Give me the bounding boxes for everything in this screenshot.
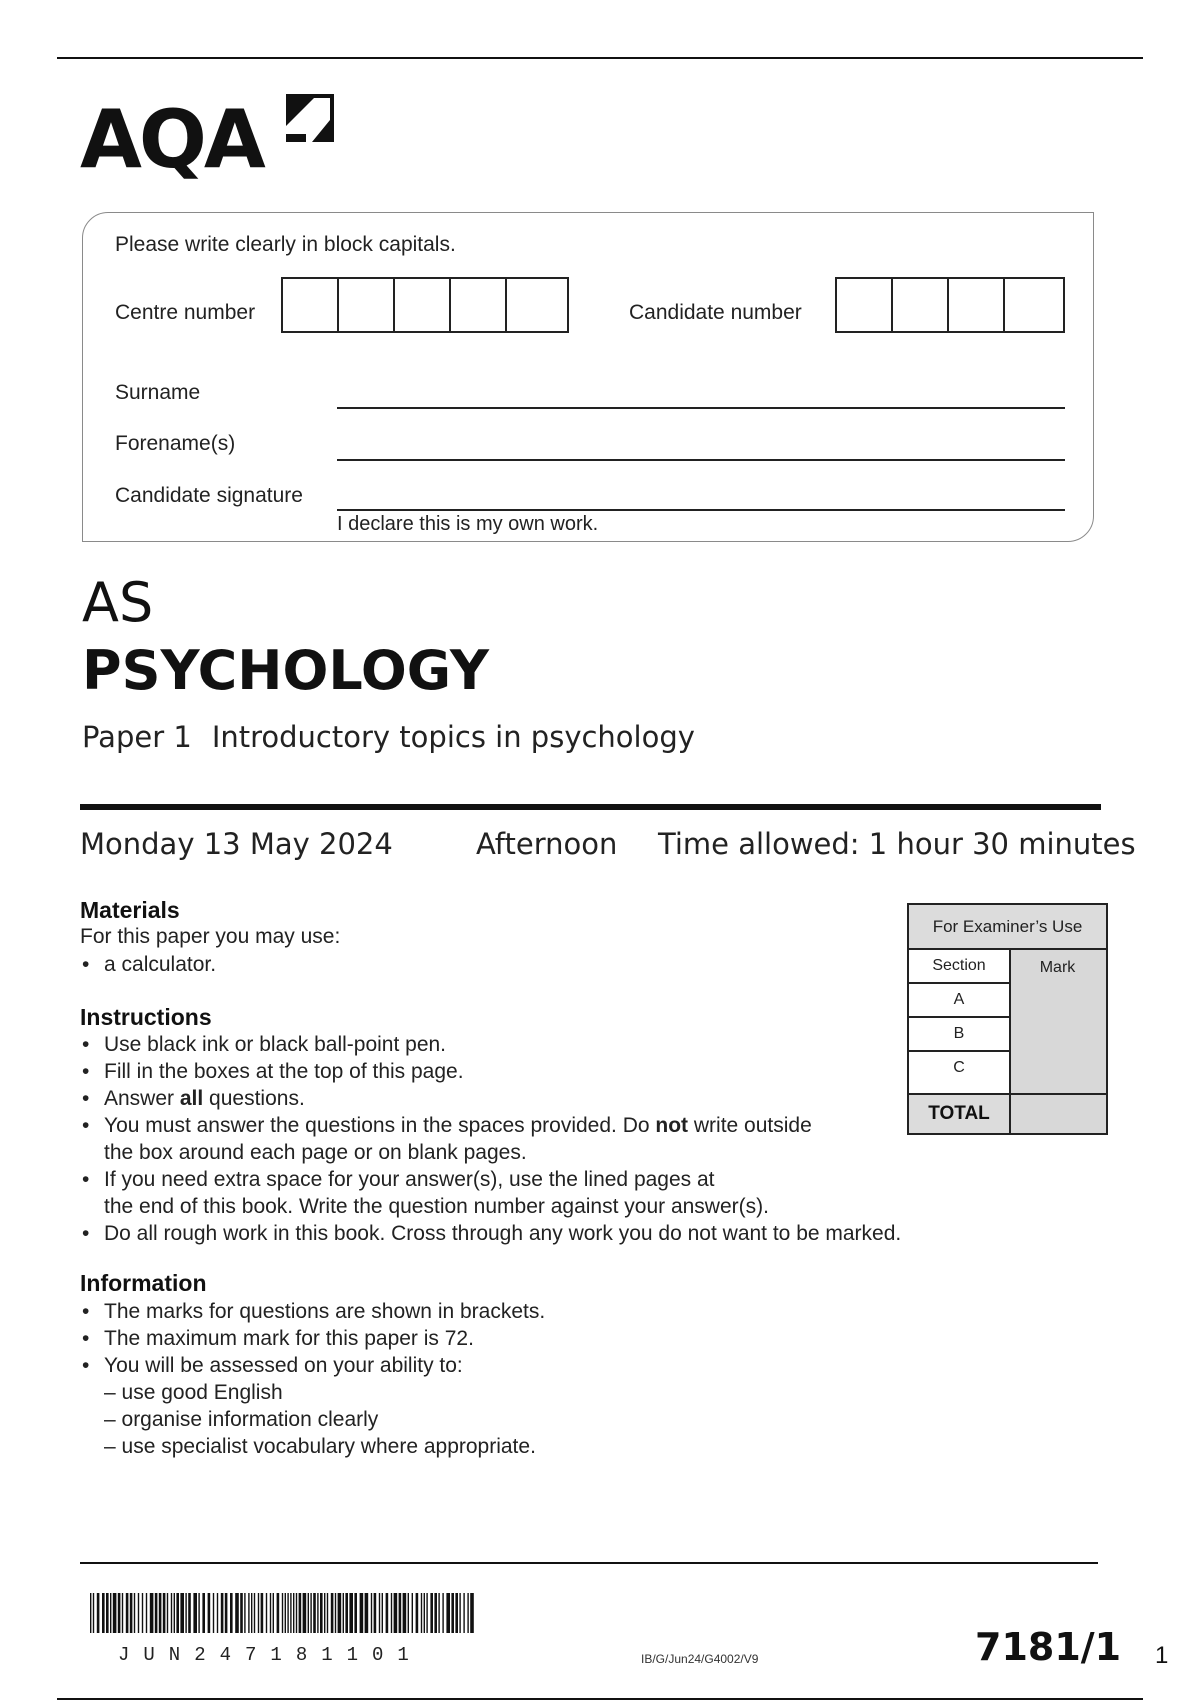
time-allowed: Time allowed: 1 hour 30 minutes — [658, 827, 1136, 861]
barcode-bar — [459, 1593, 460, 1633]
barcode-bar — [324, 1593, 325, 1633]
barcode-bar — [171, 1593, 172, 1633]
barcode-bar — [244, 1593, 245, 1633]
barcode-bar — [93, 1593, 94, 1633]
barcode-bar — [273, 1593, 274, 1633]
barcode-bar — [320, 1593, 323, 1633]
list-item: • a calculator. — [80, 951, 216, 978]
barcode-bar — [426, 1593, 427, 1633]
barcode-bar — [343, 1593, 344, 1633]
list-item: • Answer all questions. — [80, 1085, 901, 1112]
paper-code: 7181/1 — [975, 1625, 1122, 1669]
barcode-bar — [277, 1593, 280, 1633]
total-label: TOTAL — [909, 1095, 1009, 1133]
centre-number-digit[interactable] — [507, 279, 567, 331]
barcode-bar — [174, 1593, 175, 1633]
list-item: the end of this book. Write the question number against your answer(s). — [104, 1195, 769, 1218]
centre-number-label: Centre number — [115, 301, 256, 324]
barcode-bar — [434, 1593, 437, 1633]
barcode-bar — [416, 1593, 419, 1633]
barcode-bar — [167, 1593, 168, 1633]
barcode-bar — [282, 1593, 283, 1633]
barcode-bar — [467, 1593, 468, 1633]
qualification-level: AS — [82, 571, 154, 634]
centre-number-digit[interactable] — [283, 279, 339, 331]
barcode-bar — [110, 1593, 111, 1633]
barcode-bar — [308, 1593, 309, 1633]
barcode-bar — [338, 1593, 342, 1633]
list-item: • If you need extra space for your answer(s), use the lined pages at — [80, 1166, 901, 1193]
forename-label: Forename(s) — [115, 432, 236, 455]
barcode-bar — [335, 1593, 336, 1633]
barcode-bar — [270, 1593, 271, 1633]
barcode-bar — [202, 1593, 205, 1633]
barcode-bar — [126, 1593, 129, 1633]
barcode-bar — [399, 1593, 402, 1633]
barcode-bar — [424, 1593, 425, 1633]
barcode-bar — [455, 1593, 458, 1633]
barcode-bar — [225, 1593, 228, 1633]
barcode-bar — [430, 1593, 433, 1633]
examiner-use-table — [907, 903, 1108, 1135]
barcode-bar — [185, 1593, 186, 1633]
barcode-bar — [296, 1593, 297, 1633]
barcode-bar — [386, 1593, 389, 1633]
candidate-number-digit[interactable] — [1005, 279, 1063, 331]
signature-line[interactable] — [337, 509, 1065, 511]
materials-list — [80, 951, 216, 978]
barcode-bar — [213, 1593, 214, 1633]
materials-heading: Materials — [80, 897, 180, 923]
barcode-bar — [349, 1593, 353, 1633]
subject-title: PSYCHOLOGY — [82, 639, 490, 702]
barcode-bar — [313, 1593, 316, 1633]
barcode-bar — [287, 1593, 288, 1633]
surname-label: Surname — [115, 381, 201, 404]
barcode-bar — [180, 1593, 184, 1633]
section-column-header: Section — [909, 950, 1009, 984]
bottom-rule — [57, 1698, 1143, 1700]
section-row-b: B — [909, 1018, 1009, 1052]
mark-column-header: Mark — [1039, 959, 1076, 976]
barcode-bar — [266, 1593, 267, 1633]
barcode-bar — [188, 1593, 191, 1633]
barcode-bar — [365, 1593, 369, 1633]
aqa-logo-text: AQA — [80, 93, 263, 186]
materials-intro: For this paper you may use: — [80, 925, 341, 948]
barcode-bar — [412, 1593, 413, 1633]
barcode-bar — [371, 1593, 372, 1633]
barcode-bar — [403, 1593, 407, 1633]
barcode-bar — [248, 1593, 249, 1633]
barcode-bar — [217, 1593, 218, 1633]
list-item: • The marks for questions are shown in brackets. — [80, 1298, 545, 1325]
barcode-bar — [394, 1593, 398, 1633]
surname-line[interactable] — [337, 407, 1065, 409]
page-number: 1 — [1155, 1642, 1169, 1669]
barcode-bar — [379, 1593, 380, 1633]
aqa-logo — [80, 90, 350, 190]
barcode-bar — [240, 1593, 243, 1633]
barcode-bar — [142, 1593, 143, 1633]
barcode-bar — [331, 1593, 334, 1633]
barcode-bar — [208, 1593, 211, 1633]
barcode-bar — [176, 1593, 179, 1633]
barcode-bar — [134, 1593, 135, 1633]
barcode-bar — [193, 1593, 197, 1633]
barcode-bar — [345, 1593, 348, 1633]
information-heading: Information — [80, 1270, 207, 1296]
barcode-bar — [360, 1593, 364, 1633]
instructions-heading: Instructions — [80, 1004, 212, 1030]
barcode-number: JUN247181101 — [118, 1644, 423, 1666]
list-item: the box around each page or on blank pages. — [104, 1141, 527, 1164]
barcode-bar — [290, 1593, 291, 1633]
centre-number-digit[interactable] — [339, 279, 395, 331]
barcode-bar — [163, 1593, 166, 1633]
barcode-bar — [138, 1593, 139, 1633]
candidate-number-boxes[interactable] — [835, 277, 1065, 333]
barcode-bar — [451, 1593, 454, 1633]
instructions-list — [80, 1031, 901, 1247]
candidate-number-digit[interactable] — [949, 279, 1005, 331]
barcode-bar — [299, 1593, 302, 1633]
paper-number: Paper 1 — [82, 720, 192, 754]
footer-rule — [80, 1562, 1098, 1564]
barcode-bar — [150, 1593, 154, 1633]
barcode-bar — [251, 1593, 252, 1633]
list-item: • Use black ink or black ball-point pen. — [80, 1031, 901, 1058]
candidate-details-box — [82, 212, 1094, 542]
barcode-bar — [303, 1593, 307, 1633]
barcode-bar — [146, 1593, 147, 1633]
list-item: • The maximum mark for this paper is 72. — [80, 1325, 545, 1352]
barcode-bar — [421, 1593, 422, 1633]
barcode-bar — [90, 1593, 91, 1633]
examiner-use-heading: For Examiner’s Use — [909, 905, 1106, 950]
barcode-bar — [408, 1593, 409, 1633]
block-capitals-instruction: Please write clearly in block capitals. — [115, 233, 456, 256]
barcode-bar — [374, 1593, 377, 1633]
title-rule — [80, 804, 1101, 810]
top-rule — [57, 57, 1143, 59]
signature-label: Candidate signature — [115, 484, 303, 507]
forename-line[interactable] — [337, 459, 1065, 461]
paper-name: Introductory topics in psychology — [211, 720, 695, 754]
barcode-bar — [258, 1593, 259, 1633]
list-item: – use specialist vocabulary where appropriate. — [104, 1435, 536, 1458]
barcode-bar — [159, 1593, 162, 1633]
barcode — [90, 1593, 475, 1633]
barcode-bar — [391, 1593, 392, 1633]
barcode-bar — [261, 1593, 264, 1633]
list-item: – organise information clearly — [104, 1408, 379, 1431]
declaration-text: I declare this is my own work. — [337, 513, 599, 535]
exam-session: Afternoon — [476, 827, 618, 861]
barcode-bar — [285, 1593, 286, 1633]
barcode-bar — [442, 1593, 443, 1633]
total-row — [909, 1093, 1106, 1133]
barcode-bar — [310, 1593, 311, 1633]
barcode-bar — [254, 1593, 255, 1633]
section-row-a: A — [909, 984, 1009, 1018]
list-item: • You will be assessed on your ability to: — [80, 1352, 545, 1379]
section-row-c: C — [909, 1052, 1009, 1086]
candidate-number-digit[interactable] — [837, 279, 893, 331]
barcode-bar — [113, 1593, 117, 1633]
barcode-bar — [354, 1593, 357, 1633]
centre-number-digit[interactable] — [395, 279, 451, 331]
barcode-bar — [317, 1593, 318, 1633]
candidate-number-digit[interactable] — [893, 279, 949, 331]
barcode-bar — [130, 1593, 133, 1633]
list-item: • You must answer the questions in the spaces provided. Do not write outside — [80, 1112, 901, 1139]
document-reference: IB/G/Jun24/G4002/V9 — [641, 1652, 759, 1666]
barcode-bar — [463, 1593, 464, 1633]
barcode-bar — [221, 1593, 224, 1633]
barcode-bar — [198, 1593, 199, 1633]
list-item: – use good English — [104, 1381, 283, 1404]
barcode-bar — [470, 1593, 474, 1633]
barcode-bar — [230, 1593, 233, 1633]
centre-number-digit[interactable] — [451, 279, 507, 331]
barcode-bar — [122, 1593, 123, 1633]
list-item: • Fill in the boxes at the top of this page. — [80, 1058, 901, 1085]
barcode-bar — [102, 1593, 105, 1633]
paper-title — [82, 720, 695, 754]
barcode-bar — [106, 1593, 109, 1633]
centre-number-boxes[interactable] — [281, 277, 569, 333]
candidate-number-label: Candidate number — [629, 301, 802, 324]
barcode-bar — [327, 1593, 328, 1633]
barcode-bar — [235, 1593, 239, 1633]
aqa-logo-mark-icon — [282, 90, 338, 146]
list-item: • Do all rough work in this book. Cross through any work you do not want to be marked. — [80, 1220, 901, 1247]
barcode-bar — [382, 1593, 383, 1633]
barcode-bar — [446, 1593, 450, 1633]
barcode-bar — [118, 1593, 121, 1633]
information-list — [80, 1298, 545, 1460]
barcode-bar — [438, 1593, 439, 1633]
barcode-bar — [293, 1593, 294, 1633]
barcode-bar — [155, 1593, 158, 1633]
exam-date: Monday 13 May 2024 — [80, 827, 393, 861]
barcode-bar — [97, 1593, 100, 1633]
